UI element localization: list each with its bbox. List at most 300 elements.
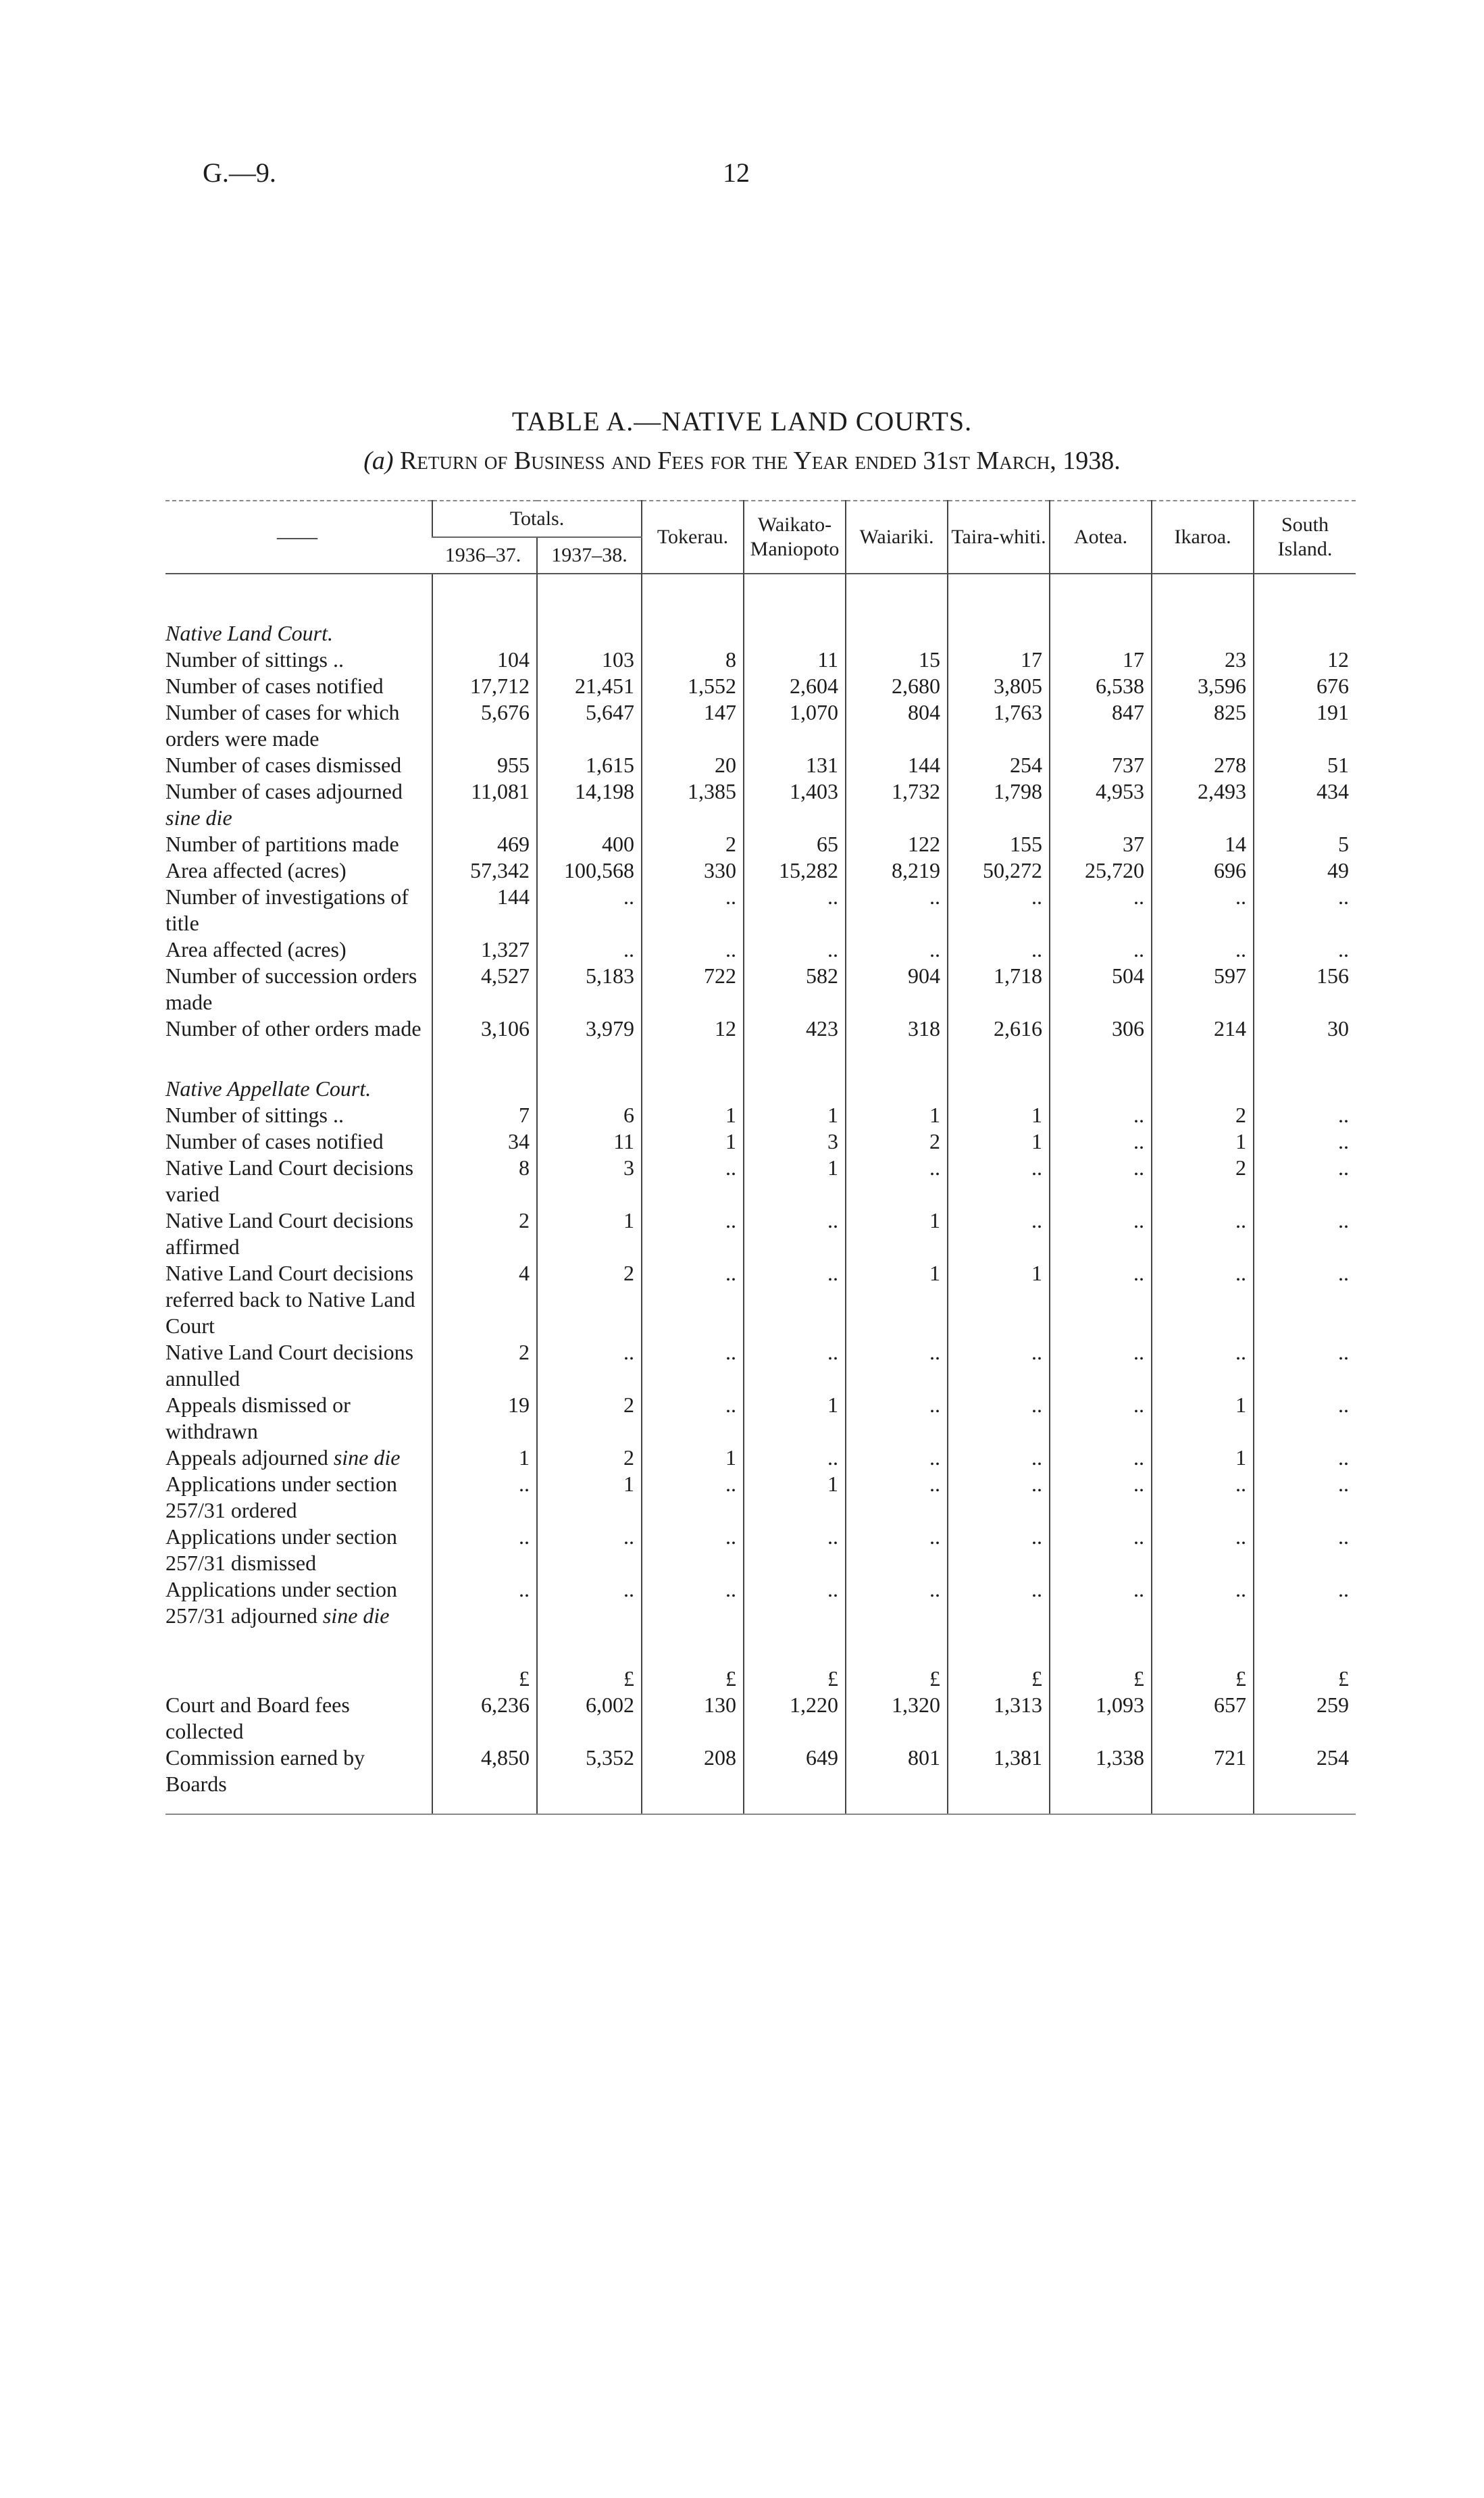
table-cell: .. (846, 1576, 948, 1629)
row-label-text: Number of sittings .. (165, 1103, 344, 1127)
empty-cell (948, 574, 1050, 647)
row-label (165, 1745, 432, 1814)
row-label (165, 963, 432, 1016)
table-cell: 847 (1050, 699, 1152, 752)
table-cell: 11 (744, 647, 846, 673)
table-row (165, 1260, 1356, 1339)
table-cell: 51 (1254, 752, 1356, 778)
table-cell: 15,282 (744, 857, 846, 884)
table-cell: .. (846, 1524, 948, 1576)
row-label-text: Area affected (acres) (165, 858, 347, 882)
row-label (165, 778, 432, 831)
table-cell: 254 (1254, 1745, 1356, 1814)
row-label (165, 1128, 432, 1155)
table-cell: 2 (1152, 1102, 1254, 1128)
table-cell: 17 (948, 647, 1050, 673)
row-label-text: Applications under section 257/31 adjourned (165, 1577, 398, 1628)
table-cell: 5,183 (537, 963, 642, 1016)
table-cell: 2 (537, 1260, 642, 1339)
table-cell: .. (948, 1155, 1050, 1207)
row-label-text: Number of cases dismissed (165, 753, 402, 777)
table-cell: 65 (744, 831, 846, 857)
table-cell: 4,527 (432, 963, 537, 1016)
table-cell: 208 (642, 1745, 744, 1814)
table-cell: 825 (1152, 699, 1254, 752)
table-row (165, 884, 1356, 936)
table-cell: .. (642, 1524, 744, 1576)
table-cell: .. (1050, 1576, 1152, 1629)
table-cell: .. (537, 1339, 642, 1392)
table-cell: .. (1050, 1392, 1152, 1445)
table-cell: .. (1152, 1260, 1254, 1339)
page-number: 12 (723, 157, 750, 188)
table-cell: 12 (1254, 647, 1356, 673)
table-cell: 6 (537, 1102, 642, 1128)
table-cell: .. (948, 1207, 1050, 1260)
table-cell: 657 (1152, 1692, 1254, 1745)
table-cell: .. (744, 1576, 846, 1629)
table-row (165, 778, 1356, 831)
table-cell: .. (1152, 1207, 1254, 1260)
table-row (165, 1524, 1356, 1576)
table-row (165, 1102, 1356, 1128)
table-cell: 318 (846, 1016, 948, 1042)
table-cell: 191 (1254, 699, 1356, 752)
table-row (165, 699, 1356, 752)
row-label (165, 936, 432, 963)
table-cell: 434 (1254, 778, 1356, 831)
row-label-text: Native Land Court decisions annulled (165, 1340, 414, 1391)
table-row (165, 1745, 1356, 1814)
table-cell: .. (1152, 884, 1254, 936)
table-cell: 1 (432, 1445, 537, 1471)
table-cell: 254 (948, 752, 1050, 778)
table-cell: .. (1050, 1471, 1152, 1524)
table-cell: 1 (1152, 1392, 1254, 1445)
table-cell: .. (537, 1524, 642, 1576)
row-label-text: Native Land Court decisions referred back to Native Land Court (165, 1261, 415, 1338)
table-cell: .. (846, 884, 948, 936)
empty-cell (1050, 1042, 1152, 1072)
table-cell: 1 (1152, 1445, 1254, 1471)
empty-cell (642, 574, 744, 647)
empty-cell (744, 1042, 846, 1072)
table-cell: .. (948, 1339, 1050, 1392)
table-cell: 1 (744, 1471, 846, 1524)
table-cell: 1,220 (744, 1692, 846, 1745)
table-cell: 582 (744, 963, 846, 1016)
table-cell: 1 (537, 1471, 642, 1524)
table-cell: 5 (1254, 831, 1356, 857)
table-row (165, 673, 1356, 699)
table-cell: .. (1050, 1207, 1152, 1260)
table-cell: .. (642, 1155, 744, 1207)
section-row (165, 1072, 1356, 1102)
table-cell: 804 (846, 699, 948, 752)
column-header: Ikaroa. (1152, 501, 1254, 574)
table-cell: 4,953 (1050, 778, 1152, 831)
empty-cell (165, 1629, 432, 1659)
table-cell: 278 (1152, 752, 1254, 778)
table-cell: .. (948, 1471, 1050, 1524)
table-row (165, 1445, 1356, 1471)
table-cell: 1,798 (948, 778, 1050, 831)
table-cell: .. (432, 1471, 537, 1524)
table-cell: .. (744, 1207, 846, 1260)
empty-cell (1050, 574, 1152, 647)
currency-symbol: £ (1254, 1659, 1356, 1692)
table-cell: 1,070 (744, 699, 846, 752)
empty-cell (165, 1659, 432, 1692)
table-cell: 1 (537, 1207, 642, 1260)
table-cell: 1 (846, 1260, 948, 1339)
table-cell: 17 (1050, 647, 1152, 673)
table-row (165, 752, 1356, 778)
spacer-row (165, 1629, 1356, 1659)
currency-symbol: £ (1050, 1659, 1152, 1692)
table-cell: 955 (432, 752, 537, 778)
table-cell: 122 (846, 831, 948, 857)
table-cell: 144 (846, 752, 948, 778)
row-label-italic: sine die (165, 805, 232, 830)
table-cell: 5,352 (537, 1745, 642, 1814)
table-cell: 144 (432, 884, 537, 936)
table-cell: .. (948, 936, 1050, 963)
table-cell: 11,081 (432, 778, 537, 831)
table-cell: .. (1254, 1339, 1356, 1392)
table-cell: .. (1050, 936, 1152, 963)
row-label-text: Number of succession orders made (165, 964, 417, 1014)
table-cell: .. (1254, 884, 1356, 936)
table-cell: 1 (1152, 1128, 1254, 1155)
table-cell: 2 (846, 1128, 948, 1155)
table-cell: 5,647 (537, 699, 642, 752)
table-cell: 14 (1152, 831, 1254, 857)
table-cell: 676 (1254, 673, 1356, 699)
table-cell: 17,712 (432, 673, 537, 699)
table-cell: 6,538 (1050, 673, 1152, 699)
row-label (165, 831, 432, 857)
table-cell: 400 (537, 831, 642, 857)
table-cell: 8 (642, 647, 744, 673)
table-row (165, 1128, 1356, 1155)
table-cell: 2 (642, 831, 744, 857)
table-cell: 4 (432, 1260, 537, 1339)
table-title: TABLE A.—NATIVE LAND COURTS. (511, 406, 973, 436)
column-header: Waiariki. (846, 501, 948, 574)
table-cell: 4,850 (432, 1745, 537, 1814)
row-label (165, 1016, 432, 1042)
table-cell: 50,272 (948, 857, 1050, 884)
table-cell: 7 (432, 1102, 537, 1128)
table-cell: 3,106 (432, 1016, 537, 1042)
table-cell: .. (1050, 1524, 1152, 1576)
row-label (165, 1445, 432, 1471)
row-label (165, 884, 432, 936)
table-cell: .. (846, 1471, 948, 1524)
currency-row (165, 1659, 1356, 1692)
row-label-text: Native Land Court decisions affirmed (165, 1208, 414, 1259)
table-cell: 19 (432, 1392, 537, 1445)
row-label (165, 647, 432, 673)
totals-header: Totals. (432, 501, 642, 537)
row-label (165, 1471, 432, 1524)
row-label-text: Number of partitions made (165, 832, 399, 856)
row-label (165, 673, 432, 699)
empty-cell (642, 1629, 744, 1659)
table-row (165, 1207, 1356, 1260)
column-header: Tokerau. (642, 501, 744, 574)
subtitle-prefix: (a) (363, 447, 394, 475)
table-cell: 1,320 (846, 1692, 948, 1745)
table-cell: .. (432, 1524, 537, 1576)
table-cell: .. (642, 1392, 744, 1445)
section-heading-appellate-court: Native Appellate Court. (165, 1076, 372, 1101)
table-cell: .. (1050, 1339, 1152, 1392)
table-cell: 156 (1254, 963, 1356, 1016)
table-cell: 34 (432, 1128, 537, 1155)
row-label-text: Number of sittings .. (165, 647, 344, 672)
table-cell: 49 (1254, 857, 1356, 884)
table-row (165, 1016, 1356, 1042)
row-label-text: Number of other orders made (165, 1016, 421, 1041)
table-cell: 722 (642, 963, 744, 1016)
table-cell: 1 (948, 1260, 1050, 1339)
row-label (165, 1576, 432, 1629)
table-cell: 597 (1152, 963, 1254, 1016)
native-land-courts-table (165, 500, 1356, 1815)
table-cell: 2 (537, 1445, 642, 1471)
currency-symbol: £ (1152, 1659, 1254, 1692)
currency-symbol: £ (744, 1659, 846, 1692)
table-cell: .. (846, 1339, 948, 1392)
table-row (165, 1392, 1356, 1445)
empty-cell (1254, 1629, 1356, 1659)
table-cell: .. (1254, 1207, 1356, 1260)
table-cell: 30 (1254, 1016, 1356, 1042)
table-cell: 469 (432, 831, 537, 857)
table-cell: .. (744, 1339, 846, 1392)
row-label (165, 1692, 432, 1745)
row-label-text: Area affected (acres) (165, 937, 347, 961)
page-header (0, 157, 1484, 197)
table-cell: .. (1254, 1128, 1356, 1155)
table-cell: 1,338 (1050, 1745, 1152, 1814)
table-cell: .. (642, 1471, 744, 1524)
table-cell: .. (642, 1576, 744, 1629)
table-cell: 6,002 (537, 1692, 642, 1745)
empty-cell (744, 574, 846, 647)
table-cell: 1,763 (948, 699, 1050, 752)
table-cell: 103 (537, 647, 642, 673)
row-label (165, 857, 432, 884)
table-row (165, 1692, 1356, 1745)
year-header: 1936–37. (444, 544, 521, 566)
table-row (165, 857, 1356, 884)
table-row (165, 647, 1356, 673)
table-cell: .. (1050, 1102, 1152, 1128)
subtitle-text: Return of Business and Fees for the Year ended 31st March, 1938. (400, 447, 1121, 475)
table-cell: 100,568 (537, 857, 642, 884)
table-cell: .. (432, 1576, 537, 1629)
table-cell: 147 (642, 699, 744, 752)
table-cell: 3,596 (1152, 673, 1254, 699)
table-cell: 1 (744, 1102, 846, 1128)
row-label-text: Appeals adjourned (165, 1445, 328, 1470)
empty-cell (1254, 574, 1356, 647)
row-label-text: Applications under section 257/31 ordered (165, 1472, 398, 1522)
page-reference: G.—9. (203, 157, 276, 188)
table-cell: 8,219 (846, 857, 948, 884)
table-cell: .. (1254, 1260, 1356, 1339)
table-cell: 3,979 (537, 1016, 642, 1042)
row-label (165, 1207, 432, 1260)
row-label-text: Number of cases adjourned (165, 779, 403, 803)
table-cell: .. (744, 884, 846, 936)
table-cell: 2 (432, 1207, 537, 1260)
empty-cell (432, 1042, 537, 1072)
row-label-text: Number of cases notified (165, 1129, 384, 1153)
table-cell: 1,552 (642, 673, 744, 699)
table-cell: 25,720 (1050, 857, 1152, 884)
table-cell: .. (744, 936, 846, 963)
currency-symbol: £ (846, 1659, 948, 1692)
table-cell: 1 (642, 1445, 744, 1471)
spacer-row (165, 1042, 1356, 1072)
currency-symbol: £ (948, 1659, 1050, 1692)
table-cell: .. (1152, 1471, 1254, 1524)
empty-cell (846, 1042, 948, 1072)
section-row (165, 574, 1356, 647)
table-cell: 737 (1050, 752, 1152, 778)
table-cell: 3 (744, 1128, 846, 1155)
table-cell: .. (744, 1445, 846, 1471)
table-cell: 15 (846, 647, 948, 673)
empty-cell (1254, 1042, 1356, 1072)
empty-cell (948, 1042, 1050, 1072)
empty-cell (432, 1072, 537, 1102)
blank-header: —— (165, 501, 432, 574)
table-cell: 1,327 (432, 936, 537, 963)
empty-cell (1152, 1042, 1254, 1072)
column-header: South Island. (1254, 501, 1356, 574)
column-header: Taira-whiti. (948, 501, 1050, 574)
table-cell: .. (1254, 1392, 1356, 1445)
table-cell: 1,718 (948, 963, 1050, 1016)
empty-cell (846, 1629, 948, 1659)
empty-cell (948, 1629, 1050, 1659)
row-label-text: Commission earned by Boards (165, 1745, 365, 1796)
empty-cell (744, 1629, 846, 1659)
table-cell: 1,093 (1050, 1692, 1152, 1745)
table-row (165, 1576, 1356, 1629)
row-label (165, 1102, 432, 1128)
table-cell: 5,676 (432, 699, 537, 752)
table-cell: .. (1152, 1524, 1254, 1576)
table-cell: 1,732 (846, 778, 948, 831)
row-label (165, 1392, 432, 1445)
empty-cell (846, 574, 948, 647)
table-cell: 2 (432, 1339, 537, 1392)
empty-cell (537, 1042, 642, 1072)
row-label-text: Court and Board fees collected (165, 1693, 350, 1743)
table-cell: 504 (1050, 963, 1152, 1016)
table-subtitle (0, 446, 1484, 476)
table-cell: .. (642, 884, 744, 936)
table-cell: 1,313 (948, 1692, 1050, 1745)
empty-cell (165, 1042, 432, 1072)
table-cell: 2 (1152, 1155, 1254, 1207)
table-cell: .. (846, 1445, 948, 1471)
table-cell: .. (1254, 1155, 1356, 1207)
table-cell: .. (744, 1260, 846, 1339)
table-cell: 1,381 (948, 1745, 1050, 1814)
column-header: Waikato-Maniopoto (744, 501, 846, 574)
table-cell: 1,403 (744, 778, 846, 831)
table-cell: 1 (948, 1128, 1050, 1155)
row-label (165, 1155, 432, 1207)
table-cell: .. (1050, 1260, 1152, 1339)
table-cell: 2,680 (846, 673, 948, 699)
table-cell: 2,616 (948, 1016, 1050, 1042)
table-row (165, 1155, 1356, 1207)
table-cell: 721 (1152, 1745, 1254, 1814)
table-row (165, 1471, 1356, 1524)
row-label-text: Applications under section 257/31 dismissed (165, 1524, 398, 1575)
table-cell: 1,615 (537, 752, 642, 778)
table-cell: 330 (642, 857, 744, 884)
row-label (165, 1260, 432, 1339)
table-cell: 214 (1152, 1016, 1254, 1042)
empty-cell (744, 1072, 846, 1102)
table-cell: .. (948, 1524, 1050, 1576)
table-cell: .. (948, 884, 1050, 936)
empty-cell (1152, 1629, 1254, 1659)
currency-symbol: £ (432, 1659, 537, 1692)
table-cell: .. (948, 1576, 1050, 1629)
table-row (165, 963, 1356, 1016)
table-cell: .. (537, 884, 642, 936)
table-cell: 1 (948, 1102, 1050, 1128)
row-label (165, 752, 432, 778)
row-label-text: Number of cases for which orders were made (165, 700, 400, 751)
table-cell: .. (846, 936, 948, 963)
table-cell: .. (537, 1576, 642, 1629)
table-cell: .. (642, 936, 744, 963)
empty-cell (1050, 1629, 1152, 1659)
table-cell: 3 (537, 1155, 642, 1207)
table-cell: 423 (744, 1016, 846, 1042)
table-cell: 104 (432, 647, 537, 673)
row-label (165, 1524, 432, 1576)
table-cell: 130 (642, 1692, 744, 1745)
table-cell: 21,451 (537, 673, 642, 699)
currency-symbol: £ (642, 1659, 744, 1692)
table-cell: .. (846, 1155, 948, 1207)
table-cell: 23 (1152, 647, 1254, 673)
row-label-text: Number of investigations of title (165, 884, 409, 935)
row-label-italic: sine die (333, 1445, 401, 1470)
table-cell: 2 (537, 1392, 642, 1445)
table-cell: 2,604 (744, 673, 846, 699)
row-label-italic: sine die (322, 1603, 390, 1628)
table-cell: .. (1050, 1445, 1152, 1471)
table-cell: 1 (744, 1392, 846, 1445)
table-cell: 2,493 (1152, 778, 1254, 831)
table-cell: .. (1050, 1128, 1152, 1155)
empty-cell (642, 1072, 744, 1102)
table-cell: .. (948, 1392, 1050, 1445)
